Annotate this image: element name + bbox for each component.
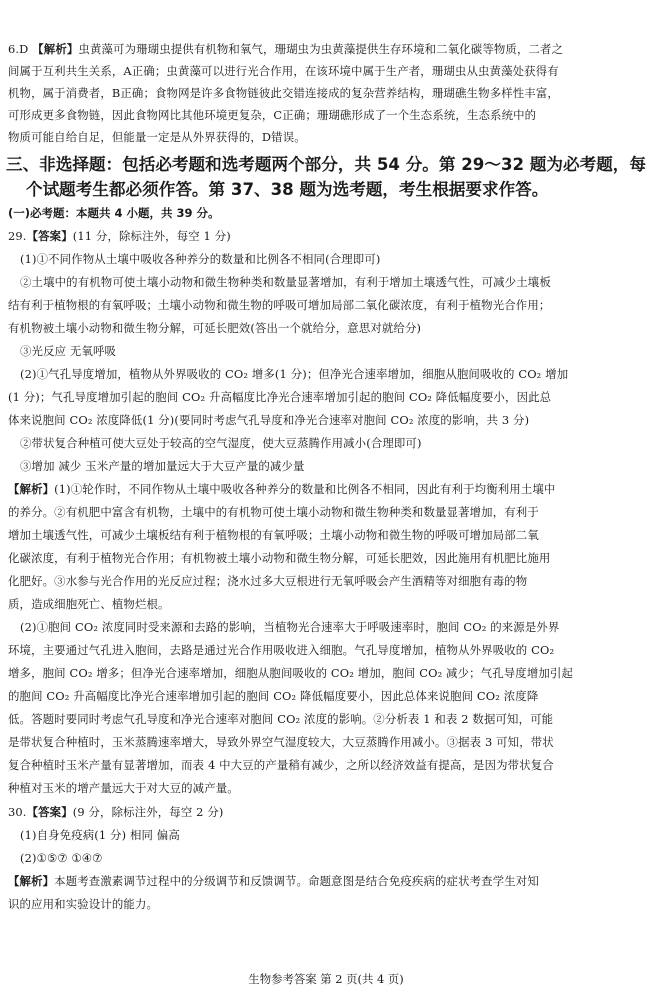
q30-answer-note: (9 分，除标注外，每空 2 分) xyxy=(72,805,224,819)
q6-line-3: 机物，属于消费者，B正确；食物网是许多食物链彼此交错连接成的复杂营养结构，珊瑚礁生物多样性丰富， xyxy=(8,86,559,100)
q29-number: 29. xyxy=(8,229,27,243)
q29-analysis-tag: 【解析】 xyxy=(8,482,55,496)
q29-analysis-line-11: 低。答题时要同时考虑气孔导度和净光合速率对胞间 CO₂ 浓度的影响。②分析表 1 和表 2 数据可知，可能 xyxy=(8,712,554,726)
q29-ans-1-2-c: 有机物被土壤小动物和微生物分解，可延长肥效(答出一个就给分，意思对就给分) xyxy=(8,321,422,335)
q30-ans-2: (2)①⑤⑦ ①④⑦ xyxy=(20,851,103,865)
q6-line-2: 间属于互利共生关系，A正确；虫黄藻可以进行光合作用，在该环境中属于生产者，珊瑚虫从虫黄藻处获得有 xyxy=(8,64,559,78)
q29-analysis-line-5: 化肥好。③水参与光合作用的光反应过程；浇水过多大豆根进行无氧呼吸会产生酒精等对细胞有毒的物 xyxy=(8,574,528,588)
q29-ans-1-3: ③光反应 无氧呼吸 xyxy=(20,344,117,358)
q29-analysis-line-4: 化碳浓度，有利于植物光合作用；有机物被土壤小动物和微生物分解，可延长肥效，因此施用有机肥比施用 xyxy=(8,551,551,565)
q29-ans-2-1-a: (2)①气孔导度增加，植物从外界吸收的 CO₂ 增多(1 分)；但净光合速率增加，细胞从胞间吸收的 CO₂ 增加 xyxy=(20,367,569,381)
q30-analysis-line-2: 识的应用和实验设计的能力。 xyxy=(8,897,159,911)
q30-answer-tag: 【答案】 xyxy=(26,805,73,819)
q29-answer-header xyxy=(8,229,644,243)
q29-analysis-line-8: 环境，主要通过气孔进入胞间，去路是通过光合作用吸收进入细胞。气孔导度增加，植物从外界吸收的 CO₂ xyxy=(8,643,555,657)
q29-analysis-line-3: 增加土壤透气性，可减少土壤板结有利于植物根的有氧呼吸；土壤小动物和微生物的呼吸可增加局部二氧 xyxy=(8,528,539,542)
q29-analysis-text: (1)①轮作时，不同作物从土壤中吸收各种养分的数量和比例各不相同，因此有利于均衡利用土壤中 xyxy=(54,482,556,496)
page-footer: 生物参考答案 第 2 页(共 4 页) xyxy=(248,972,404,986)
q30-number: 30. xyxy=(8,805,27,819)
q29-analysis-line-1 xyxy=(8,482,644,496)
q30-ans-1: (1)自身免疫病(1 分) 相同 偏高 xyxy=(20,828,180,842)
q6-analysis-tag: 【解析】 xyxy=(32,42,79,56)
q29-ans-2-1-c: 体来说胞间 CO₂ 浓度降低(1 分)(要同时考虑气孔导度和净光合速率对胞间 CO₂ 浓度的影响，共 3 分) xyxy=(8,413,530,427)
q29-analysis-line-14: 种植对玉米的增产量远大于对大豆的减产量。 xyxy=(8,781,239,795)
q30-analysis-tag: 【解析】 xyxy=(8,874,55,888)
q6-line-5: 物质可能自给自足，但能量一定是从外界获得的，D错误。 xyxy=(8,130,306,144)
q29-ans-2-1-b: (1 分)；气孔导度增加引起的胞间 CO₂ 升高幅度比净光合速率增加引起的胞间 CO₂ 降低幅度要小，因此总 xyxy=(8,390,552,404)
q30-analysis-line-1 xyxy=(8,874,644,888)
q29-analysis-line-10: 的胞间 CO₂ 升高幅度比净光合速率增加引起的胞间 CO₂ 降低幅度要小，因此总体来说胞间 CO₂ 浓度降 xyxy=(8,689,539,703)
q29-ans-1-1: (1)①不同作物从土壤中吸收各种养分的数量和比例各不相同(合理即可) xyxy=(20,252,381,266)
section-heading-cont: 个试题考生都必须作答。第 37、38 题为选考题，考生根据要求作答。 xyxy=(26,180,549,199)
q29-ans-2-3: ③增加 减少 玉米产量的增加量远大于大豆产量的减少量 xyxy=(20,459,305,473)
q6-line-1 xyxy=(8,42,644,56)
q29-analysis-line-2: 的养分。②有机肥中富含有机物，土壤中的有机物可使土壤小动物和微生物种类和数量显著增加，有利于 xyxy=(8,505,539,519)
q29-analysis-line-6: 质，造成细胞死亡、植物烂根。 xyxy=(8,597,170,611)
section-heading: 三、非选择题：包括必考题和选考题两个部分，共 54 分。第 29～32 题为必考题，每 xyxy=(6,155,646,174)
q29-answer-note: (11 分，除标注外，每空 1 分) xyxy=(72,229,231,243)
q6-line-4: 可形成更多食物链，因此食物网比其他环境更复杂，C正确；珊瑚礁形成了一个生态系统，生态系统中的 xyxy=(8,108,537,122)
q29-ans-1-2-a: ②土壤中的有机物可使土壤小动物和微生物种类和数量显著增加，有利于增加土壤透气性，可减少土壤板 xyxy=(20,275,551,289)
section-subheading: (一)必考题：本题共 4 小题，共 39 分。 xyxy=(8,206,220,220)
q29-analysis-line-7: (2)①胞间 CO₂ 浓度同时受来源和去路的影响，当植物光合速率大于呼吸速率时，胞间 CO₂ 的来源是外界 xyxy=(20,620,560,634)
q30-analysis-text: 本题考查激素调节过程中的分级调节和反馈调节。命题意图是结合免疫疾病的症状考查学生对知 xyxy=(54,874,539,888)
q29-ans-1-2-b: 结有利于植物根的有氧呼吸；土壤小动物和微生物的呼吸可增加局部二氧化碳浓度，有利于植物光合作用； xyxy=(8,298,551,312)
q29-ans-2-2: ②带状复合种植可使大豆处于较高的空气湿度，使大豆蒸腾作用减小(合理即可) xyxy=(20,436,422,450)
q29-answer-tag: 【答案】 xyxy=(26,229,73,243)
q6-number: 6.D xyxy=(8,42,29,56)
q29-analysis-line-13: 复合种植时玉米产量有显著增加，而表 4 中大豆的产量稍有减少，之所以经济效益有提高，是因为带状复合 xyxy=(8,758,554,772)
q6-text: 虫黄藻可为珊瑚虫提供有机物和氧气，珊瑚虫为虫黄藻提供生存环境和二氧化碳等物质，二者之 xyxy=(78,42,564,56)
q30-answer-header xyxy=(8,805,644,819)
q29-analysis-line-12: 是带状复合种植时，玉米蒸腾速率增大，导致外界空气湿度较大，大豆蒸腾作用减小。③据表 3 可知，带状 xyxy=(8,735,554,749)
q29-analysis-line-9: 增多，胞间 CO₂ 增多；但净光合速率增加，细胞从胞间吸收的 CO₂ 增加，胞间 CO₂ 减少；气孔导度增加引起 xyxy=(8,666,574,680)
